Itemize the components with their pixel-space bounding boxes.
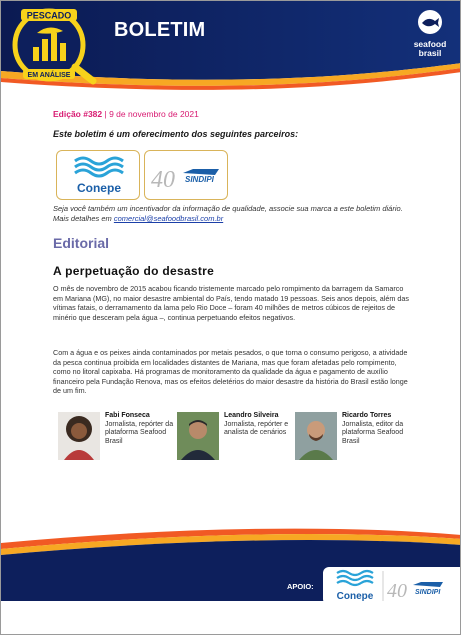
author-role: Jornalista, editor da plataforma Seafood Brasil (342, 420, 404, 445)
edition-number: Edição #382 (53, 109, 103, 119)
author-role: Jornalista, repórter da plataforma Seafood Brasil (105, 420, 174, 445)
edition-date: 9 de novembro de 2021 (109, 109, 199, 119)
conepe-logo-text: Conepe (76, 181, 122, 195)
edition-separator: | (102, 109, 110, 119)
footer-sindipi-logo[interactable] (387, 580, 443, 602)
fish-icon (417, 9, 443, 35)
author-info (105, 412, 175, 446)
avatar (295, 412, 337, 460)
conepe-logo[interactable] (56, 150, 140, 200)
contact-email-link[interactable]: comercial@seafoodbrasil.com.br (113, 214, 224, 223)
article-paragraph-2: Com a água e os peixes ainda contaminados por metais pesados, o que torna o consumo perigoso, a atividade da pesca continua proibida em localidades distantes de Mariana, mas que foram afetadas pelo rompimento, como no litoral capixaba. Há programas de monitoramento da qualidade da água e pagamento de auxílio financeiro pela Fundação Renova, mas os efeitos deletérios do maior desastre da história do Brasil estão longe de um fim. (53, 348, 408, 396)
article-paragraph-1: O mês de novembro de 2015 acabou ficando tristemente marcado pelo rompimento da barragem da Samarco em Mariana (MG), no maior desastre ambiental do País, tendo matado 19 pessoas. Seis anos depois, além das vítimas fatais, o derramamento da lama pelo Rio Doce – foram 40 milhões de metros cúbicos de rejeitos de minério que desceram pela água –, continua perpetuando efeitos negativos. (53, 284, 409, 322)
author-name: Fabi Fonseca (105, 412, 150, 419)
footer-sponsor-logos (323, 567, 461, 605)
page-title: BOLETIM (114, 19, 206, 41)
brand-line-2: brasil (418, 48, 442, 58)
seafood-brasil-logo (405, 9, 455, 65)
footer-conepe-logo[interactable] (337, 571, 374, 602)
footer-apoio-label: APOIO: (287, 582, 314, 591)
footer-sindipi-name: SINDIPI (415, 589, 441, 596)
author-info (342, 412, 412, 446)
badge-bottom-text: EM ANÁLISE (27, 72, 71, 79)
footer-sindipi-number: 40 (387, 580, 407, 602)
sindipi-name: SINDIPI (185, 175, 214, 184)
partner-note-text: Seja você também um incentivador da informação de qualidade, associe sua marca a este boletim diário. Mais detalhes em (53, 204, 403, 223)
author-name: Leandro Silveira (224, 412, 279, 419)
brand-line-1: seafood (413, 39, 447, 49)
author-role: Jornalista, repórter e analista de cenários (224, 420, 289, 436)
partners-intro: Este boletim é um oferecimento dos seguintes parceiros: (53, 129, 299, 139)
section-title: Editorial (53, 235, 110, 251)
edition-info (53, 109, 199, 119)
pescado-em-analise-logo (7, 5, 103, 85)
author-name: Ricardo Torres (342, 412, 392, 419)
partner-note (53, 204, 413, 224)
sindipi-number: 40 (151, 167, 175, 193)
sindipi-logo[interactable] (144, 150, 228, 200)
footer-conepe-text: Conepe (336, 591, 374, 602)
badge-top-text: PESCADO (26, 10, 72, 21)
header-banner (1, 1, 461, 93)
avatar (177, 412, 219, 460)
article-title: A perpetuação do desastre (53, 264, 215, 278)
avatar (58, 412, 100, 460)
author-info (224, 412, 294, 438)
